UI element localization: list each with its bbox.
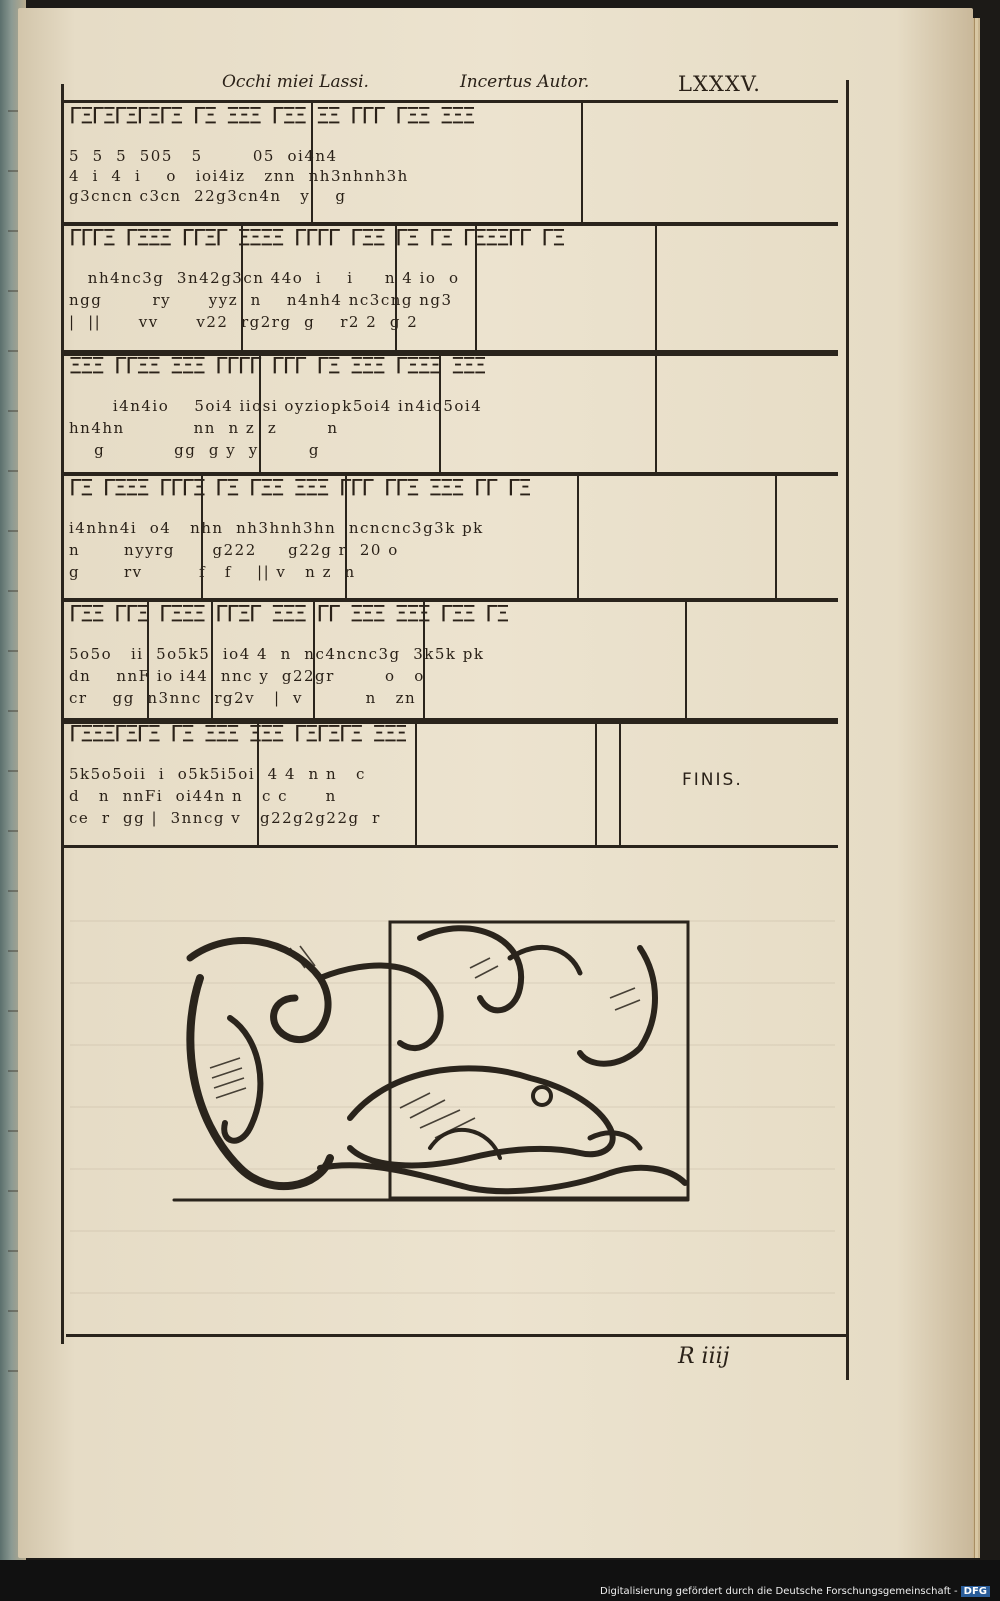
tab-row: g3cncn c3cn 22g3cn4n y g <box>69 187 347 205</box>
barline <box>313 601 315 721</box>
rhythm-flags: ΓΞΞΞΓΞΓΞ ΓΞ ΞΞΞ ΞΞΞ ΓΞΓΞΓΞ ΞΞΞ <box>69 725 407 747</box>
barline <box>577 475 579 599</box>
tab-row: g rv f f || v n z n <box>69 563 356 581</box>
frame-right-rule <box>846 80 849 1380</box>
barline <box>619 721 621 845</box>
barline <box>147 601 149 721</box>
barline <box>345 475 347 599</box>
finis-mark: FINIS. <box>682 770 743 790</box>
tablature-system-1 <box>63 100 838 226</box>
barline <box>581 103 583 223</box>
tab-row: | || vv v22 rg2rg g r2 2 g 2 <box>69 313 419 331</box>
piece-title: Occhi miei Lassi. <box>222 72 369 92</box>
tab-row: ce r gg | 3nncg v g22g2g22g r <box>69 809 381 827</box>
frame-bottom-rule <box>66 1334 846 1337</box>
barline <box>259 353 261 473</box>
tablature-system-3 <box>63 350 838 476</box>
rhythm-flags: ΞΞΞ ΓΓΞΞ ΞΞΞ ΓΓΓΓ ΓΓΓ ΓΞ ΞΞΞ ΓΞΞΞ ΞΞΞ <box>69 357 486 379</box>
barline <box>415 721 417 845</box>
tab-row: dn nnF io i44 nnc y g22gr o o <box>69 667 425 685</box>
tab-row: g gg g y y g <box>69 441 320 459</box>
barline <box>475 225 477 353</box>
tab-row: 5 5 5 505 5 05 oi4n4 <box>69 147 338 165</box>
barline <box>439 353 441 473</box>
rhythm-flags: ΓΞΞ ΓΓΞ ΓΞΞΞ ΓΓΞΓ ΞΞΞ ΓΓ ΞΞΞ ΞΞΞ ΓΞΞ ΓΞ <box>69 605 508 627</box>
rhythm-flags: ΓΞΓΞΓΞΓΞΓΞ ΓΞ ΞΞΞ ΓΞΞ ΞΞ ΓΓΓ ΓΞΞ ΞΞΞ <box>69 107 474 129</box>
barline <box>655 353 657 473</box>
folio-number: LXXXV. <box>678 72 761 96</box>
barline <box>395 225 397 353</box>
barline <box>201 475 203 599</box>
author-line: Incertus Autor. <box>460 72 590 92</box>
woodcut-ornament <box>170 918 692 1204</box>
tab-row: 5k5o5oii i o5k5i5oi 4 4 n n c <box>69 765 366 783</box>
rhythm-flags: ΓΞ ΓΞΞΞ ΓΓΓΞ ΓΞ ΓΞΞ ΞΞΞ ΓΓΓ ΓΓΞ ΞΞΞ ΓΓ ΓΞ <box>69 479 531 501</box>
rhythm-flags: ΓΓΓΞ ΓΞΞΞ ΓΓΞΓ ΞΞΞΞ ΓΓΓΓ ΓΞΞ ΓΞ ΓΞ ΓΞΞΞΓΓ ΓΞ <box>69 229 564 251</box>
tab-row: d n nnFi oi44n n c c n <box>69 787 337 805</box>
barline <box>211 601 213 721</box>
tab-row: 4 i 4 i o ioi4iz znn nh3nhnh3h <box>69 167 409 185</box>
tab-row: n nyyrg g222 g22g r 20 o <box>69 541 399 559</box>
dfg-logo: DFG <box>961 1586 990 1597</box>
barline <box>655 225 657 353</box>
tablature-system-4 <box>63 472 838 602</box>
tab-row: cr gg n3nnc rg2v | v n zn <box>69 689 417 707</box>
tab-row: ngg ry yyz n n4nh4 nc3cng ng3 <box>69 291 453 309</box>
tablature-system-2 <box>63 222 838 356</box>
barline <box>775 475 777 599</box>
barline <box>257 721 259 845</box>
barline <box>241 225 243 353</box>
credit-text: Digitalisierung gefördert durch die Deutsche Forschungsgemeinschaft - <box>600 1586 958 1597</box>
tab-row: i4n4io 5oi4 iiosi oyziopk5oi4 in4io5oi4 <box>69 397 483 415</box>
signature-mark: R iiij <box>678 1344 730 1369</box>
barline <box>595 721 597 845</box>
tab-row: hn4hn nn n z z n <box>69 419 339 437</box>
tab-row: i4nhn4i o4 nhn nh3hnh3hn ncncnc3g3k pk <box>69 519 484 537</box>
tab-row: 5o5o ii 5o5k5 io4 4 n nc4ncnc3g 3k5k pk <box>69 645 485 663</box>
barline <box>311 103 313 223</box>
barline <box>685 601 687 721</box>
barline <box>423 601 425 721</box>
tablature-system-5 <box>63 598 838 724</box>
digitization-credit <box>600 1586 990 1597</box>
tab-row: nh4nc3g 3n42g3cn 44o i i n 4 io o <box>69 269 460 287</box>
